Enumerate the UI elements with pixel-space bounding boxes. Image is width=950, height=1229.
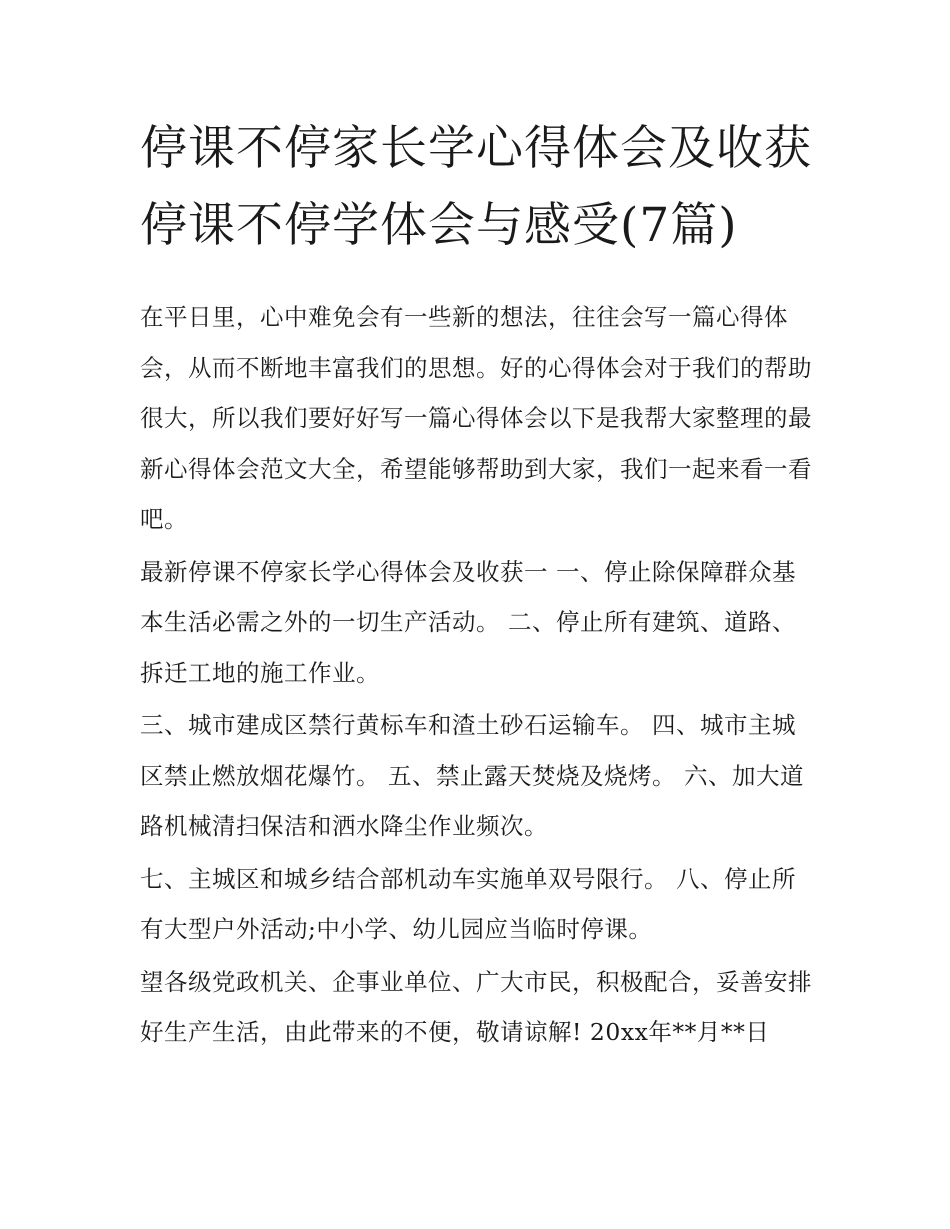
closing-paragraph: 望各级党政机关、企事业单位、广大市民，积极配合，妥善安排好生产生活，由此带来的不便，敬请谅解! 20xx年**月**日 xyxy=(140,967,812,1046)
measures-paragraph-1: 最新停课不停家长学心得体会及收获一 一、停止除保障群众基本生活必需之外的一切生产活动。 二、停止所有建筑、道路、拆迁工地的施工作业。 xyxy=(140,557,796,687)
measures-paragraph-2: 三、城市建成区禁行黄标车和渣土砂石运输车。 四、城市主城区禁止燃放烟花爆竹。 五、禁止露天焚烧及烧烤。 六、加大道路机械清扫保洁和洒水降尘作业频次。 xyxy=(140,711,804,840)
measures-paragraph-3: 七、主城区和城乡结合部机动车实施单双号限行。 八、停止所有大型户外活动;中小学、幼儿园应当临时停课。 xyxy=(140,864,796,943)
document-body xyxy=(140,292,812,1058)
intro-paragraph: 在平日里，心中难免会有一些新的想法，往往会写一篇心得体会，从而不断地丰富我们的思想。好的心得体会对于我们的帮助很大，所以我们要好好写一篇心得体会以下是我帮大家整理的最新心得体会范文大全，希望能够帮助到大家，我们一起来看一看吧。 xyxy=(140,303,812,533)
document-title: 停课不停家长学心得体会及收获 停课不停学体会与感受(7篇) xyxy=(140,121,812,253)
